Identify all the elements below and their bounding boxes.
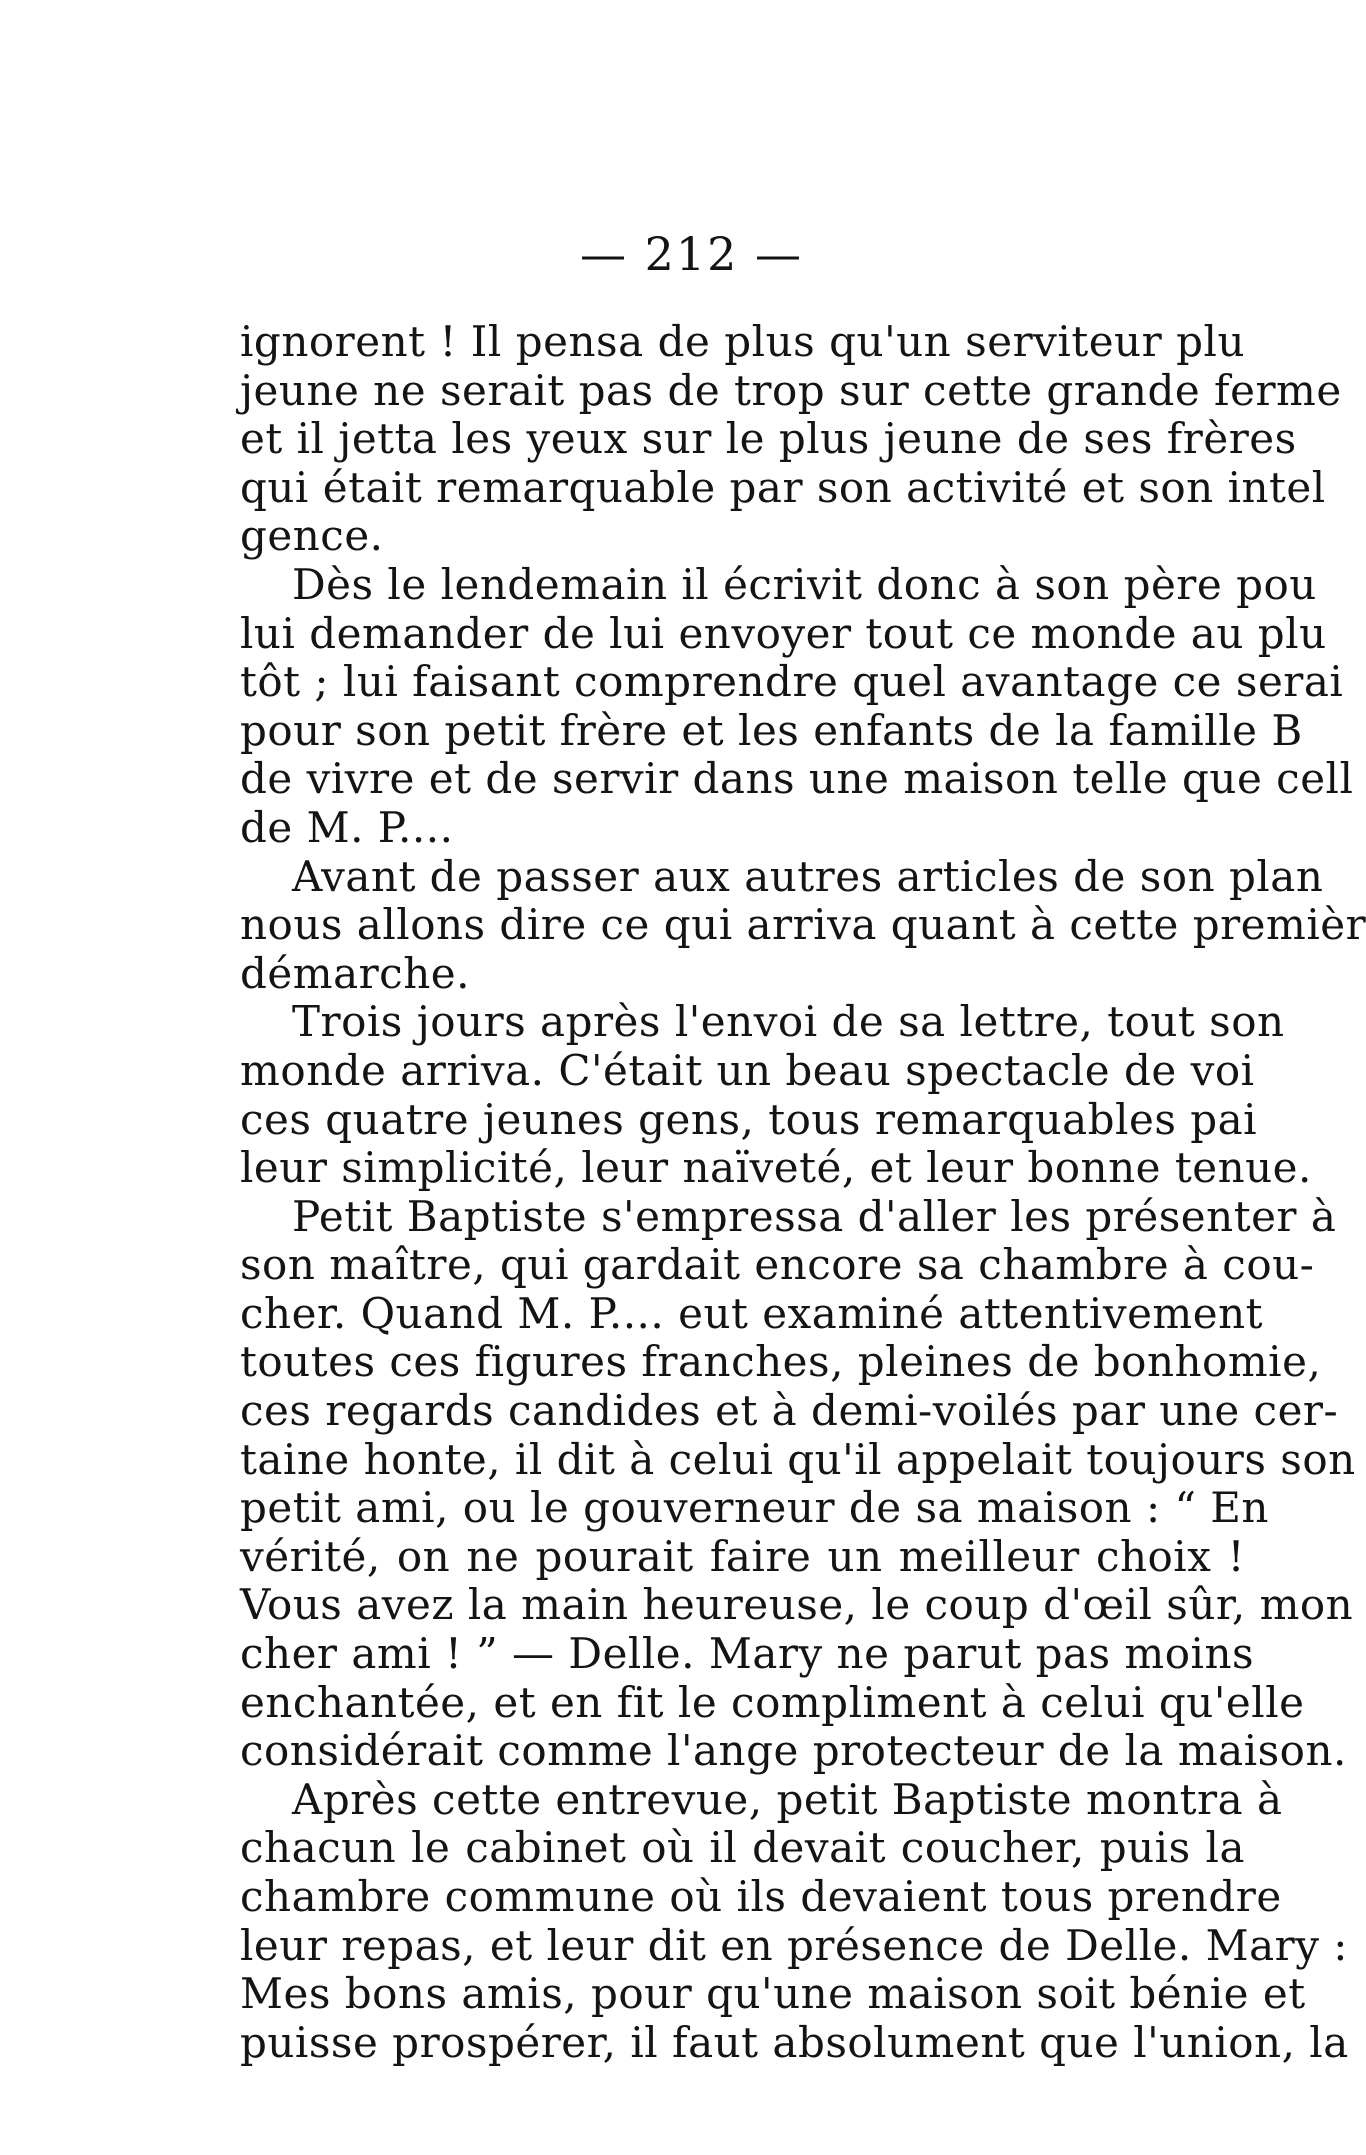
- text-line: lui demander de lui envoyer tout ce monde au plu: [240, 608, 1327, 658]
- text-line: chacun le cabinet où il devait coucher, puis la: [240, 1823, 1245, 1873]
- text-line: ces quatre jeunes gens, tous remarquables pai: [240, 1094, 1258, 1144]
- text-line: gence.: [240, 511, 384, 561]
- text-line: enchantée, et en fit le compliment à celui qu'elle: [240, 1677, 1305, 1727]
- text-line: chambre commune où ils devaient tous prendre: [240, 1872, 1282, 1921]
- text-line: démarche.: [240, 948, 470, 998]
- text-line: ignorent ! Il pensa de plus qu'un serviteur plu: [240, 317, 1245, 366]
- text-line: de M. P....: [240, 802, 454, 852]
- text-line: son maître, qui gardait encore sa chambre à cou-: [240, 1240, 1315, 1290]
- text-line: leur repas, et leur dit en présence de Delle. Mary :: [240, 1920, 1348, 1970]
- text-line: ces regards candides et à demi-voilés par une cer-: [240, 1386, 1339, 1436]
- text-line: cher ami ! ” — Delle. Mary ne parut pas moins: [240, 1629, 1255, 1679]
- text-line: monde arriva. C'était un beau spectacle de voi: [240, 1045, 1255, 1095]
- text-line: jeune ne serait pas de trop sur cette grande ferme: [240, 365, 1342, 415]
- text-line: Avant de passer aux autres articles de son plan: [292, 851, 1324, 901]
- text-line: Trois jours après l'envoi de sa lettre, tout son: [292, 997, 1285, 1047]
- text-line: vérité, on ne pourait faire un meilleur choix !: [240, 1531, 1245, 1581]
- text-line: leur simplicité, leur naïveté, et leur bonne tenue.: [240, 1143, 1312, 1193]
- text-line: et il jetta les yeux sur le plus jeune de ses frères: [240, 414, 1297, 464]
- text-line: nous allons dire ce qui arriva quant à cette premièr: [240, 900, 1366, 950]
- text-line: pour son petit frère et les enfants de la famille B: [240, 705, 1303, 755]
- text-line: toutes ces figures franches, pleines de bonhomie,: [240, 1337, 1322, 1387]
- text-line: Mes bons amis, pour qu'une maison soit bénie et: [240, 1969, 1306, 2019]
- text-line: Après cette entrevue, petit Baptiste montra à: [292, 1774, 1283, 1824]
- text-line: qui était remarquable par son activité et son intel: [240, 462, 1326, 512]
- text-line: cher. Quand M. P.... eut examiné attentivement: [240, 1288, 1264, 1338]
- text-line: de vivre et de servir dans une maison telle que cell: [240, 754, 1354, 804]
- page-number: — 212 —: [579, 227, 804, 281]
- text-line: considérait comme l'ange protecteur de la maison.: [240, 1726, 1347, 1776]
- text-line: puisse prospérer, il faut absolument que l'union, la: [240, 2017, 1349, 2067]
- text-line: Dès le lendemain il écrivit donc à son père pou: [292, 559, 1317, 609]
- text-line: petit ami, ou le gouverneur de sa maison : “ En: [240, 1483, 1269, 1533]
- text-line: tôt ; lui faisant comprendre quel avantage ce serai: [240, 657, 1344, 707]
- body-text: [240, 317, 1366, 2067]
- text-line: taine honte, il dit à celui qu'il appelait toujours son: [240, 1434, 1356, 1484]
- text-line: Petit Baptiste s'empressa d'aller les présenter à: [292, 1191, 1337, 1241]
- text-line: Vous avez la main heureuse, le coup d'œil sûr, mon: [240, 1580, 1354, 1630]
